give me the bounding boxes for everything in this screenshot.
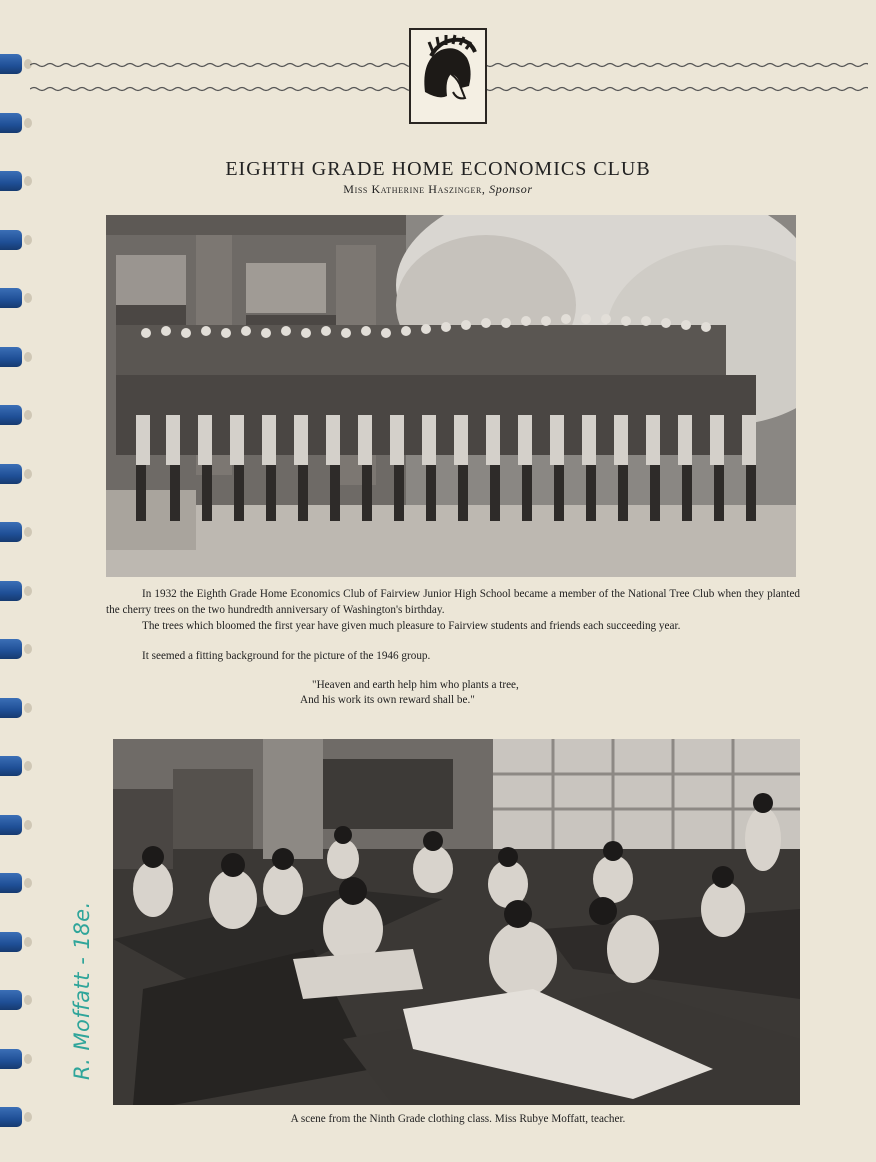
binding-hole	[24, 469, 32, 479]
binding-coil	[0, 815, 22, 835]
binding-coil	[0, 1049, 22, 1069]
binding-coil	[0, 347, 22, 367]
binding-hole	[24, 878, 32, 888]
paragraph-1: In 1932 the Eighth Grade Home Economics Club of Fairview Junior High School became a member of the National Tree Club when they planted the cherry trees on the two hundredth anniversary of Washington's birthday.	[106, 588, 800, 616]
group-photo	[106, 215, 796, 577]
binding-coil	[0, 581, 22, 601]
binding-coil	[0, 932, 22, 952]
sponsor-line	[0, 182, 876, 197]
spartan-helmet-icon	[411, 30, 485, 122]
emblem-frame	[409, 28, 487, 124]
binding-coil	[0, 288, 22, 308]
binding-coil	[0, 756, 22, 776]
binding-hole	[24, 410, 32, 420]
paragraph-2: The trees which bloomed the first year have given much pleasure to Fairview students and friends each succeeding year.	[142, 620, 681, 632]
binding-coil	[0, 522, 22, 542]
handwritten-note: R. Moffatt - 18e.	[70, 901, 94, 1080]
binding-coil	[0, 464, 22, 484]
sponsor-name: Miss Katherine Haszinger,	[343, 182, 486, 196]
binding-hole	[24, 703, 32, 713]
quote-line-1: "Heaven and earth help him who plants a tree,	[312, 679, 519, 691]
binding-hole	[24, 761, 32, 771]
spiral-binding	[0, 40, 34, 1150]
club-history-text	[106, 586, 800, 664]
binding-hole	[24, 293, 32, 303]
binding-hole	[24, 352, 32, 362]
binding-hole	[24, 118, 32, 128]
binding-hole	[24, 586, 32, 596]
binding-coil	[0, 113, 22, 133]
binding-hole	[24, 527, 32, 537]
tree-quote	[300, 678, 620, 708]
clothing-class-photo	[113, 739, 800, 1105]
sponsor-role: Sponsor	[489, 182, 533, 196]
binding-hole	[24, 1054, 32, 1064]
photo-caption: A scene from the Ninth Grade clothing class. Miss Rubye Moffatt, teacher.	[290, 1113, 626, 1125]
quote-line-2: And his work its own reward shall be."	[300, 694, 475, 706]
binding-hole	[24, 937, 32, 947]
binding-coil	[0, 873, 22, 893]
binding-coil	[0, 639, 22, 659]
binding-hole	[24, 644, 32, 654]
binding-coil	[0, 698, 22, 718]
binding-coil	[0, 405, 22, 425]
binding-hole	[24, 235, 32, 245]
page-title: EIGHTH GRADE HOME ECONOMICS CLUB	[225, 158, 651, 180]
binding-coil	[0, 230, 22, 250]
binding-coil	[0, 54, 22, 74]
binding-hole	[24, 995, 32, 1005]
binding-coil	[0, 990, 22, 1010]
paragraph-3: It seemed a fitting background for the picture of the 1946 group.	[142, 650, 431, 662]
binding-hole	[24, 820, 32, 830]
